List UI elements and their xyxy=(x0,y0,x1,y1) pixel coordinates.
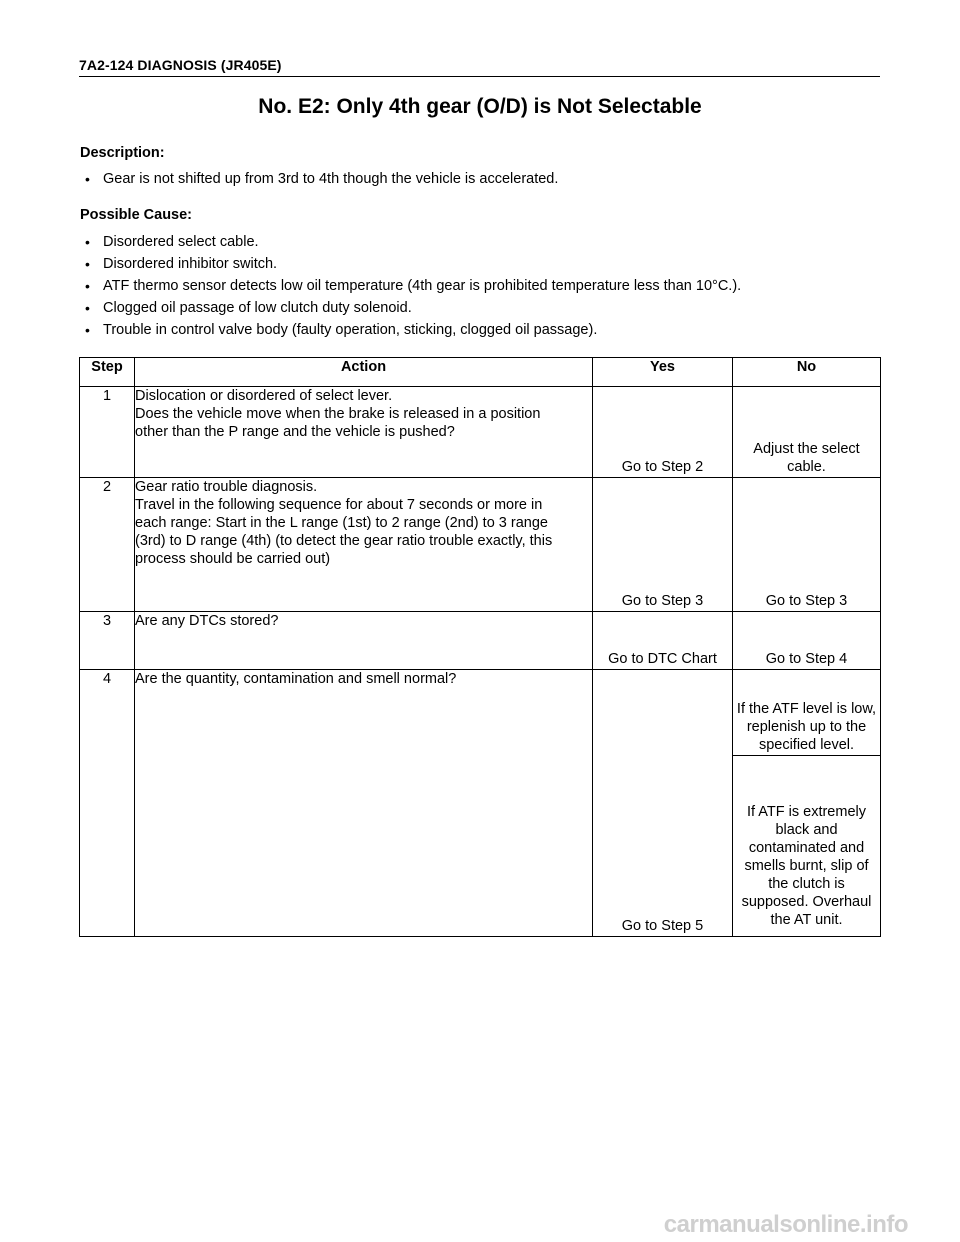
page-title: No. E2: Only 4th gear (O/D) is Not Selectable xyxy=(258,95,702,118)
description-heading: Description: xyxy=(80,145,165,161)
step-yes: Go to Step 5 xyxy=(593,670,733,937)
header-yes: Yes xyxy=(593,358,733,387)
step-action: Are any DTCs stored? xyxy=(135,612,593,670)
description-list xyxy=(80,170,558,192)
step-yes: Go to Step 2 xyxy=(593,387,733,478)
list-item: • Disordered inhibitor switch. xyxy=(85,256,278,272)
bullet-icon: • xyxy=(85,234,90,250)
no-option-contaminated: If ATF is extremely black and contaminated and smells burnt, slip of the clutch is supposed. Overhaul the AT unit. xyxy=(741,804,872,928)
header-no: No xyxy=(733,358,881,387)
table-header-row xyxy=(80,358,881,387)
table-row xyxy=(80,478,881,612)
table-row xyxy=(80,612,881,670)
header-action: Action xyxy=(135,358,593,387)
list-item: • Gear is not shifted up from 3rd to 4th though the vehicle is accelerated. xyxy=(85,171,559,187)
list-item: • ATF thermo sensor detects low oil temperature (4th gear is prohibited temperature less than 10°C.). xyxy=(85,278,742,294)
table-row xyxy=(80,387,881,478)
step-number: 3 xyxy=(80,612,135,670)
step-action: Gear ratio trouble diagnosis. Travel in the following sequence for about 7 seconds or more in each range: Start in the L range (1st) to 2 range (2nd) to 3 range (3rd) to D range (4th) (to detect the gear ratio trouble exactly, this process should be carried out) xyxy=(135,478,593,612)
step-action: Are the quantity, contamination and smell normal? xyxy=(135,670,593,937)
step-no: Go to Step 4 xyxy=(733,612,881,670)
step-yes: Go to Step 3 xyxy=(593,478,733,612)
list-item: • Trouble in control valve body (faulty operation, sticking, clogged oil passage). xyxy=(85,322,598,338)
possible-cause-list xyxy=(80,233,741,343)
table-row xyxy=(80,670,881,937)
step-no: Adjust the select cable. xyxy=(733,387,881,478)
no-option-low-level: If the ATF level is low, replenish up to the specified level. xyxy=(733,670,880,756)
step-yes: Go to DTC Chart xyxy=(593,612,733,670)
watermark: carmanualsonline.info xyxy=(663,1211,908,1238)
bullet-icon: • xyxy=(85,256,90,272)
bullet-icon: • xyxy=(85,300,90,316)
header-step: Step xyxy=(80,358,135,387)
list-item: • Clogged oil passage of low clutch duty solenoid. xyxy=(85,300,412,316)
page-header: 7A2-124 DIAGNOSIS (JR405E) xyxy=(79,57,880,77)
bullet-icon: • xyxy=(85,171,90,187)
step-no: Go to Step 3 xyxy=(733,478,881,612)
step-number: 4 xyxy=(80,670,135,937)
step-number: 1 xyxy=(80,387,135,478)
step-action: Dislocation or disordered of select lever. Does the vehicle move when the brake is released in a position other than the P range and the vehicle is pushed? xyxy=(135,387,593,478)
step-no xyxy=(733,670,881,937)
diagnosis-table xyxy=(79,357,881,937)
bullet-icon: • xyxy=(85,278,90,294)
list-item: • Disordered select cable. xyxy=(85,234,259,250)
bullet-icon: • xyxy=(85,322,90,338)
possible-cause-heading: Possible Cause: xyxy=(80,207,193,223)
step-number: 2 xyxy=(80,478,135,612)
